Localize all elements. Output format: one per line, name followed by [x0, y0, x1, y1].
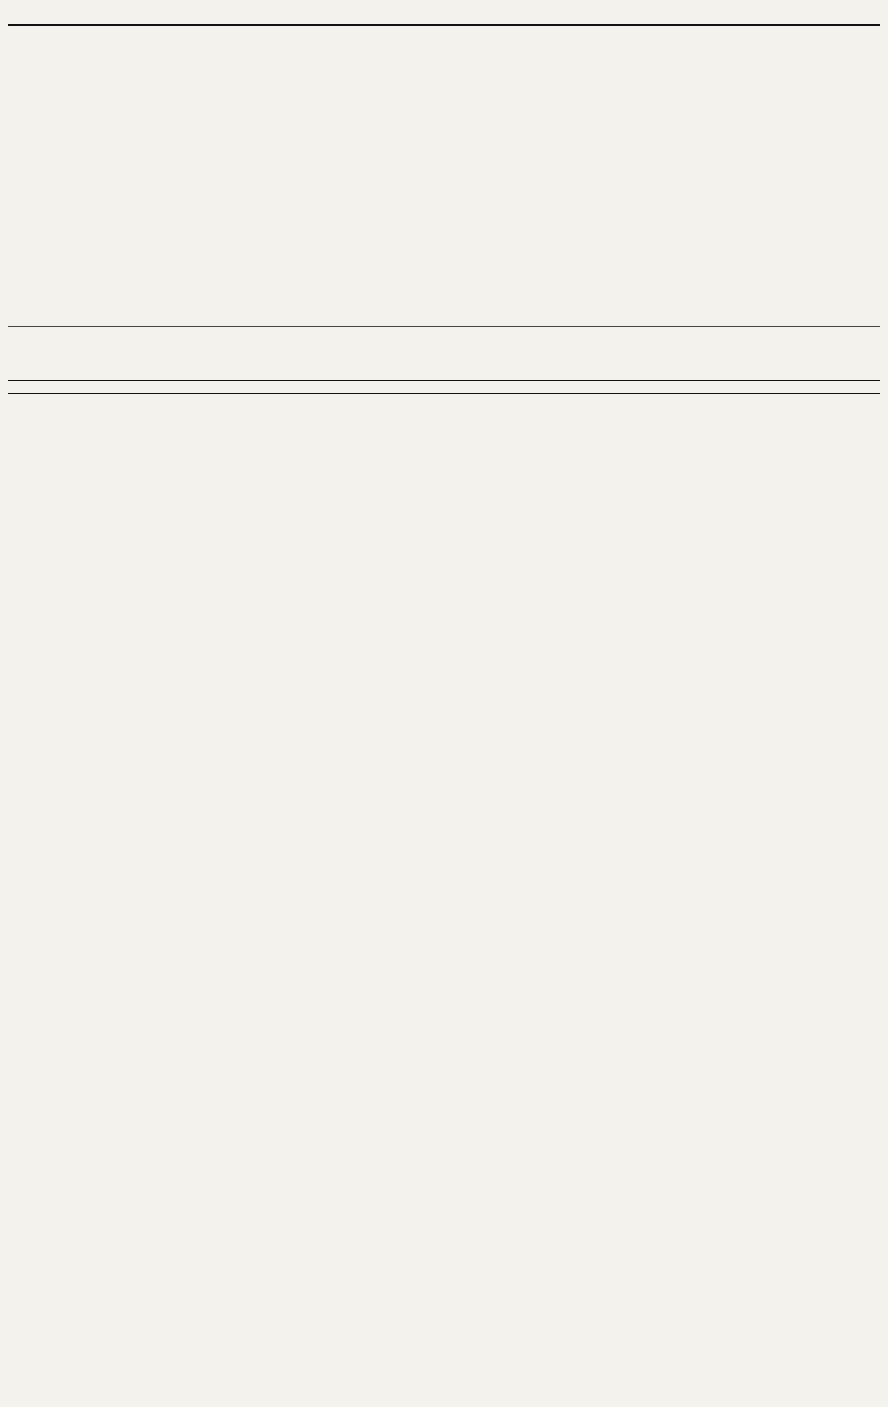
help-wanted-section	[8, 30, 880, 327]
deadline-bar	[8, 380, 880, 394]
home-service-banner	[8, 330, 880, 380]
page-folio	[8, 6, 880, 26]
service-guide-section	[8, 397, 880, 1407]
